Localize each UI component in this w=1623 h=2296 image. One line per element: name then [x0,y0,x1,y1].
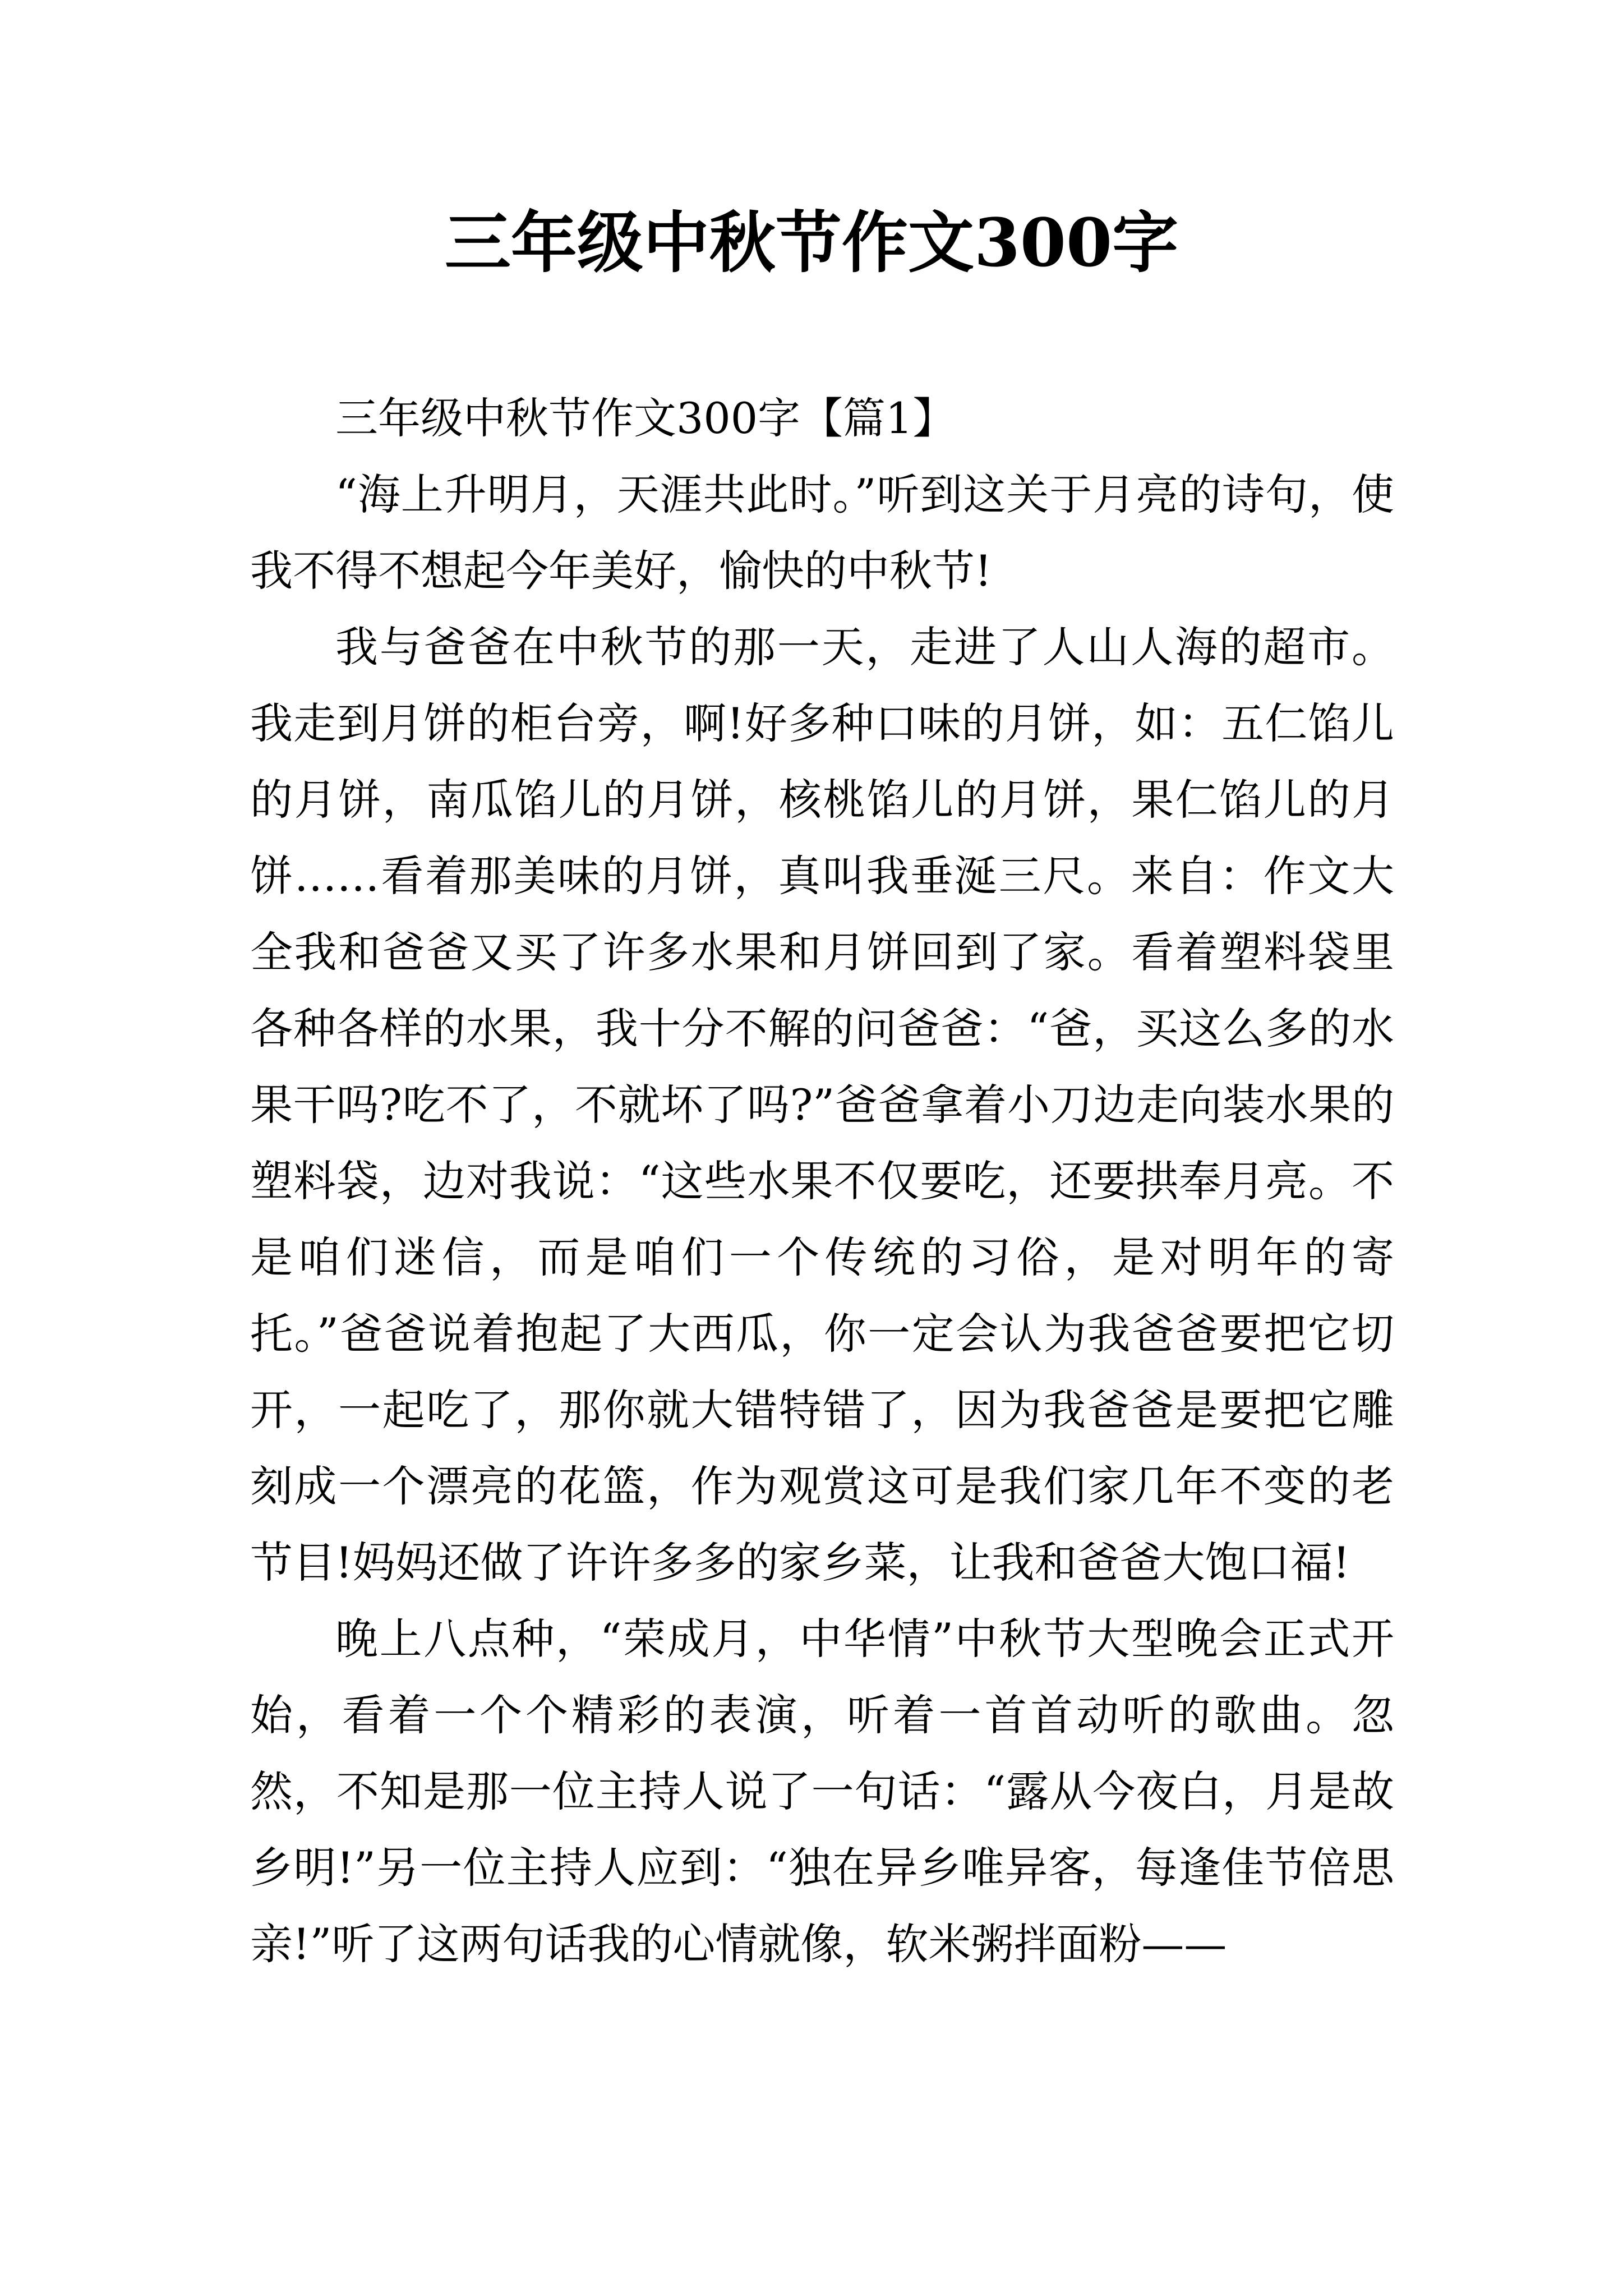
paragraph-2: 我与爸爸在中秋节的那一天，走进了人山人海的超市。我走到月饼的柜台旁，啊!好多种口味的月饼，如：五仁馅儿的月饼，南瓜馅儿的月饼，核桃馅儿的月饼，果仁馅儿的月饼……看着那美味的月饼，真叫我垂涎三尺。来自：作文大全我和爸爸又买了许多水果和月饼回到了家。看着塑料袋里各种各样的水果，我十分不解的问爸爸：“爸，买这么多的水果干吗?吃不了，不就坏了吗?”爸爸拿着小刀边走向装水果的塑料袋，边对我说：“这些水果不仅要吃，还要拱奉月亮。不是咱们迷信，而是咱们一个传统的习俗，是对明年的寄托。”爸爸说着抱起了大西瓜，你一定会认为我爸爸要把它切开，一起吃了，那你就大错特错了，因为我爸爸是要把它雕刻成一个漂亮的花篮，作为观赏这可是我们家几年不变的老节目!妈妈还做了许许多多的家乡菜，让我和爸爸大饱口福! [250,622,1394,1588]
document-title: 三年级中秋节作文300字 [444,204,1179,282]
document-body [250,380,1394,1982]
paragraph-1: “海上升明月，天涯共此时。”听到这关于月亮的诗句，使我不得不想起今年美好，愉快的中秋节! [250,470,1394,596]
section-heading: 三年级中秋节作文300字【篇1】 [335,393,956,443]
paragraph-3: 晚上八点种，“荣成月，中华情”中秋节大型晚会正式开始，看着一个个精彩的表演，听着一首首动听的歌曲。忽然，不知是那一位主持人说了一句话：“露从今夜白，月是故乡明!”另一位主持人应到：“独在异乡唯异客，每逢佳节倍思亲!”听了这两句话我的心情就像，软米粥拌面粉—— [250,1614,1394,1969]
